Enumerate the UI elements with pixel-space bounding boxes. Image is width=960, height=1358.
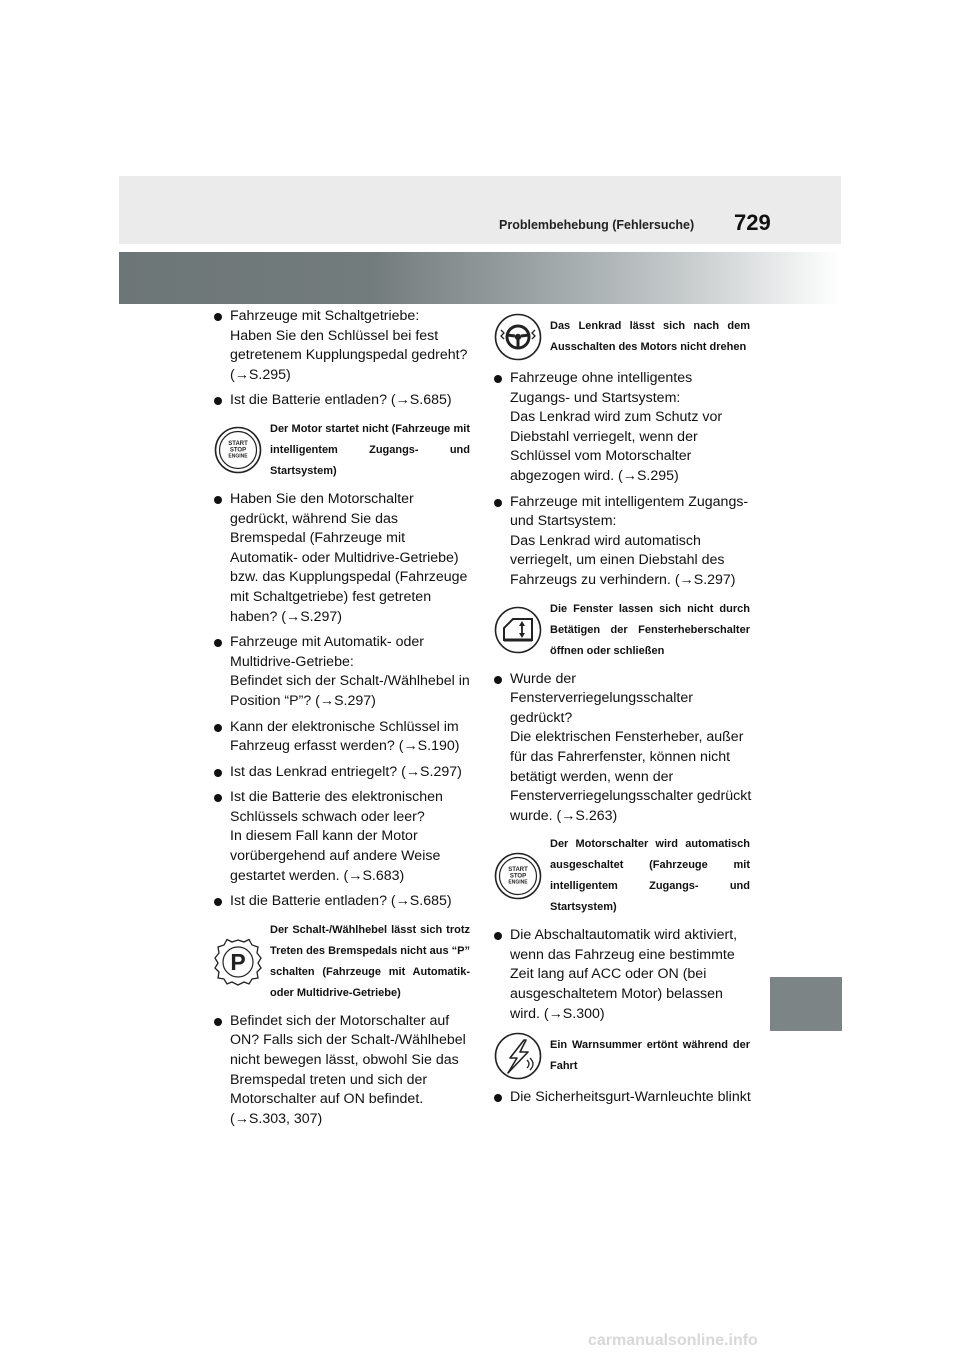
bullet-dot (214, 313, 222, 321)
right-column (494, 313, 752, 1114)
list-item: Fahrzeuge ohne intelligentes Zugangs- und Startsystem: Das Lenkrad wird zum Schutz vor Diebstahl verriegelt, wenn der Schlüssel vom Motorschalter abgezogen wird. (→S.295) (494, 369, 752, 487)
left-column (214, 307, 472, 1135)
list-item: Ist das Lenkrad entriegelt? (→S.297) (214, 763, 472, 783)
watermark: carmanualsonline.info (588, 1332, 758, 1349)
header-band (119, 252, 841, 304)
symptom-heading (214, 419, 472, 482)
list-item: Ist die Batterie entladen? (→S.685) (214, 892, 472, 912)
list-item: Die Abschaltautomatik wird aktiviert, wenn das Fahrzeug eine bestimmte Zeit lang auf ACC oder ON (bei ausgeschaltetem Motor) belassen wird. (→S.300) (494, 926, 752, 1024)
steering-wheel-icon (494, 313, 542, 361)
symptom-text: Die Fenster lassen sich nicht durch Betätigen der Fensterheberschalter öffnen oder schließen (550, 602, 750, 657)
icon-label: STOP (509, 873, 527, 880)
symptom-heading (494, 1032, 752, 1080)
icon-label: ENGINE (228, 453, 248, 460)
icon-label: ENGINE (508, 879, 528, 886)
symptom-text: Der Motorschalter wird automatisch ausgeschaltet (Fahrzeuge mit intelligentem Zugangs- und Startsystem) (550, 838, 750, 914)
list-item: Die Sicherheitsgurt-Warnleuchte blinkt (494, 1088, 752, 1108)
warning-buzzer-icon (494, 1032, 542, 1080)
shift-lever-p-icon (214, 938, 262, 986)
list-item: Wurde der Fensterverriegelungsschalter gedrückt? Die elektrischen Fensterheber, außer für das Fahrerfenster, können nicht betätigt werden, wenn der Fensterverriegelungsschalter gedrückt wurde. (→S.263) (494, 670, 752, 827)
icon-label: START (228, 441, 248, 448)
bullet-dot (214, 639, 222, 647)
bullet-dot (494, 1094, 502, 1102)
bullet-dot (214, 724, 222, 732)
bullet-dot (214, 397, 222, 405)
list-item: Kann der elektronische Schlüssel im Fahrzeug erfasst werden? (→S.190) (214, 718, 472, 757)
bullet-dot (214, 898, 222, 906)
list-item: Fahrzeuge mit Automatik- oder Multidrive-Getriebe: Befindet sich der Schalt-/Wählhebel in Position “P”? (→S.297) (214, 633, 472, 711)
symptom-text: Das Lenkrad lässt sich nach dem Ausschalten des Motors nicht drehen (550, 320, 750, 353)
symptom-text: Der Motor startet nicht (Fahrzeuge mit intelligentem Zugangs- und Startsystem) (270, 422, 470, 477)
page-title: Problembehebung (Fehlersuche) (499, 218, 695, 232)
symptom-heading (494, 834, 752, 918)
symptom-heading (214, 920, 472, 1004)
bullet-dot (214, 1018, 222, 1026)
power-window-icon (494, 606, 542, 654)
header-background (119, 176, 841, 244)
chapter-tab (770, 977, 842, 1031)
list-item: Haben Sie den Motorschalter gedrückt, während Sie das Bremspedal (Fahrzeuge mit Automatik- oder Multidrive-Getriebe) bzw. das Kupplungspedal (Fahrzeuge mit Schaltgetriebe) fest getreten haben? (→S.297) (214, 490, 472, 627)
icon-letter: P (230, 948, 246, 975)
bullet-dot (494, 676, 502, 684)
start-stop-engine-icon (214, 426, 262, 474)
page-number: 729 (734, 210, 771, 235)
bullet-dot (214, 496, 222, 504)
bullet-dot (214, 794, 222, 802)
list-item: Befindet sich der Motorschalter auf ON? Falls sich der Schalt-/Wählhebel nicht bewegen lässt, obwohl Sie das Bremspedal treten und sich der Motorschalter auf ON befindet. (→S.303, 307) (214, 1012, 472, 1130)
list-item: Fahrzeuge mit intelligentem Zugangs- und Startsystem: Das Lenkrad wird automatisch verriegelt, um einen Diebstahl des Fahrzeugs zu verhindern. (→S.297) (494, 493, 752, 591)
symptom-text: Der Schalt-/Wählhebel lässt sich trotz Treten des Bremspedals nicht aus “P” schalten (Fahrzeuge mit Automatik- oder Multidrive-Getriebe) (270, 923, 470, 999)
list-item: Fahrzeuge mit Schaltgetriebe: Haben Sie den Schlüssel bei fest getretenem Kupplungspedal gedreht? (→S.295) (214, 307, 472, 385)
icon-label: STOP (229, 447, 247, 454)
list-item: Ist die Batterie des elektronischen Schlüssels schwach oder leer? In diesem Fall kann der Motor vorübergehend auf andere Weise gestartet werden. (→S.683) (214, 788, 472, 886)
bullet-dot (494, 932, 502, 940)
icon-label: START (508, 867, 528, 874)
symptom-heading (494, 599, 752, 662)
symptom-text: Ein Warnsummer ertönt während der Fahrt (550, 1039, 750, 1073)
list-item: Ist die Batterie entladen? (→S.685) (214, 391, 472, 411)
start-stop-engine-icon (494, 852, 542, 900)
bullet-dot (214, 769, 222, 777)
bullet-dot (494, 499, 502, 507)
bullet-dot (494, 375, 502, 383)
symptom-heading (494, 313, 752, 361)
